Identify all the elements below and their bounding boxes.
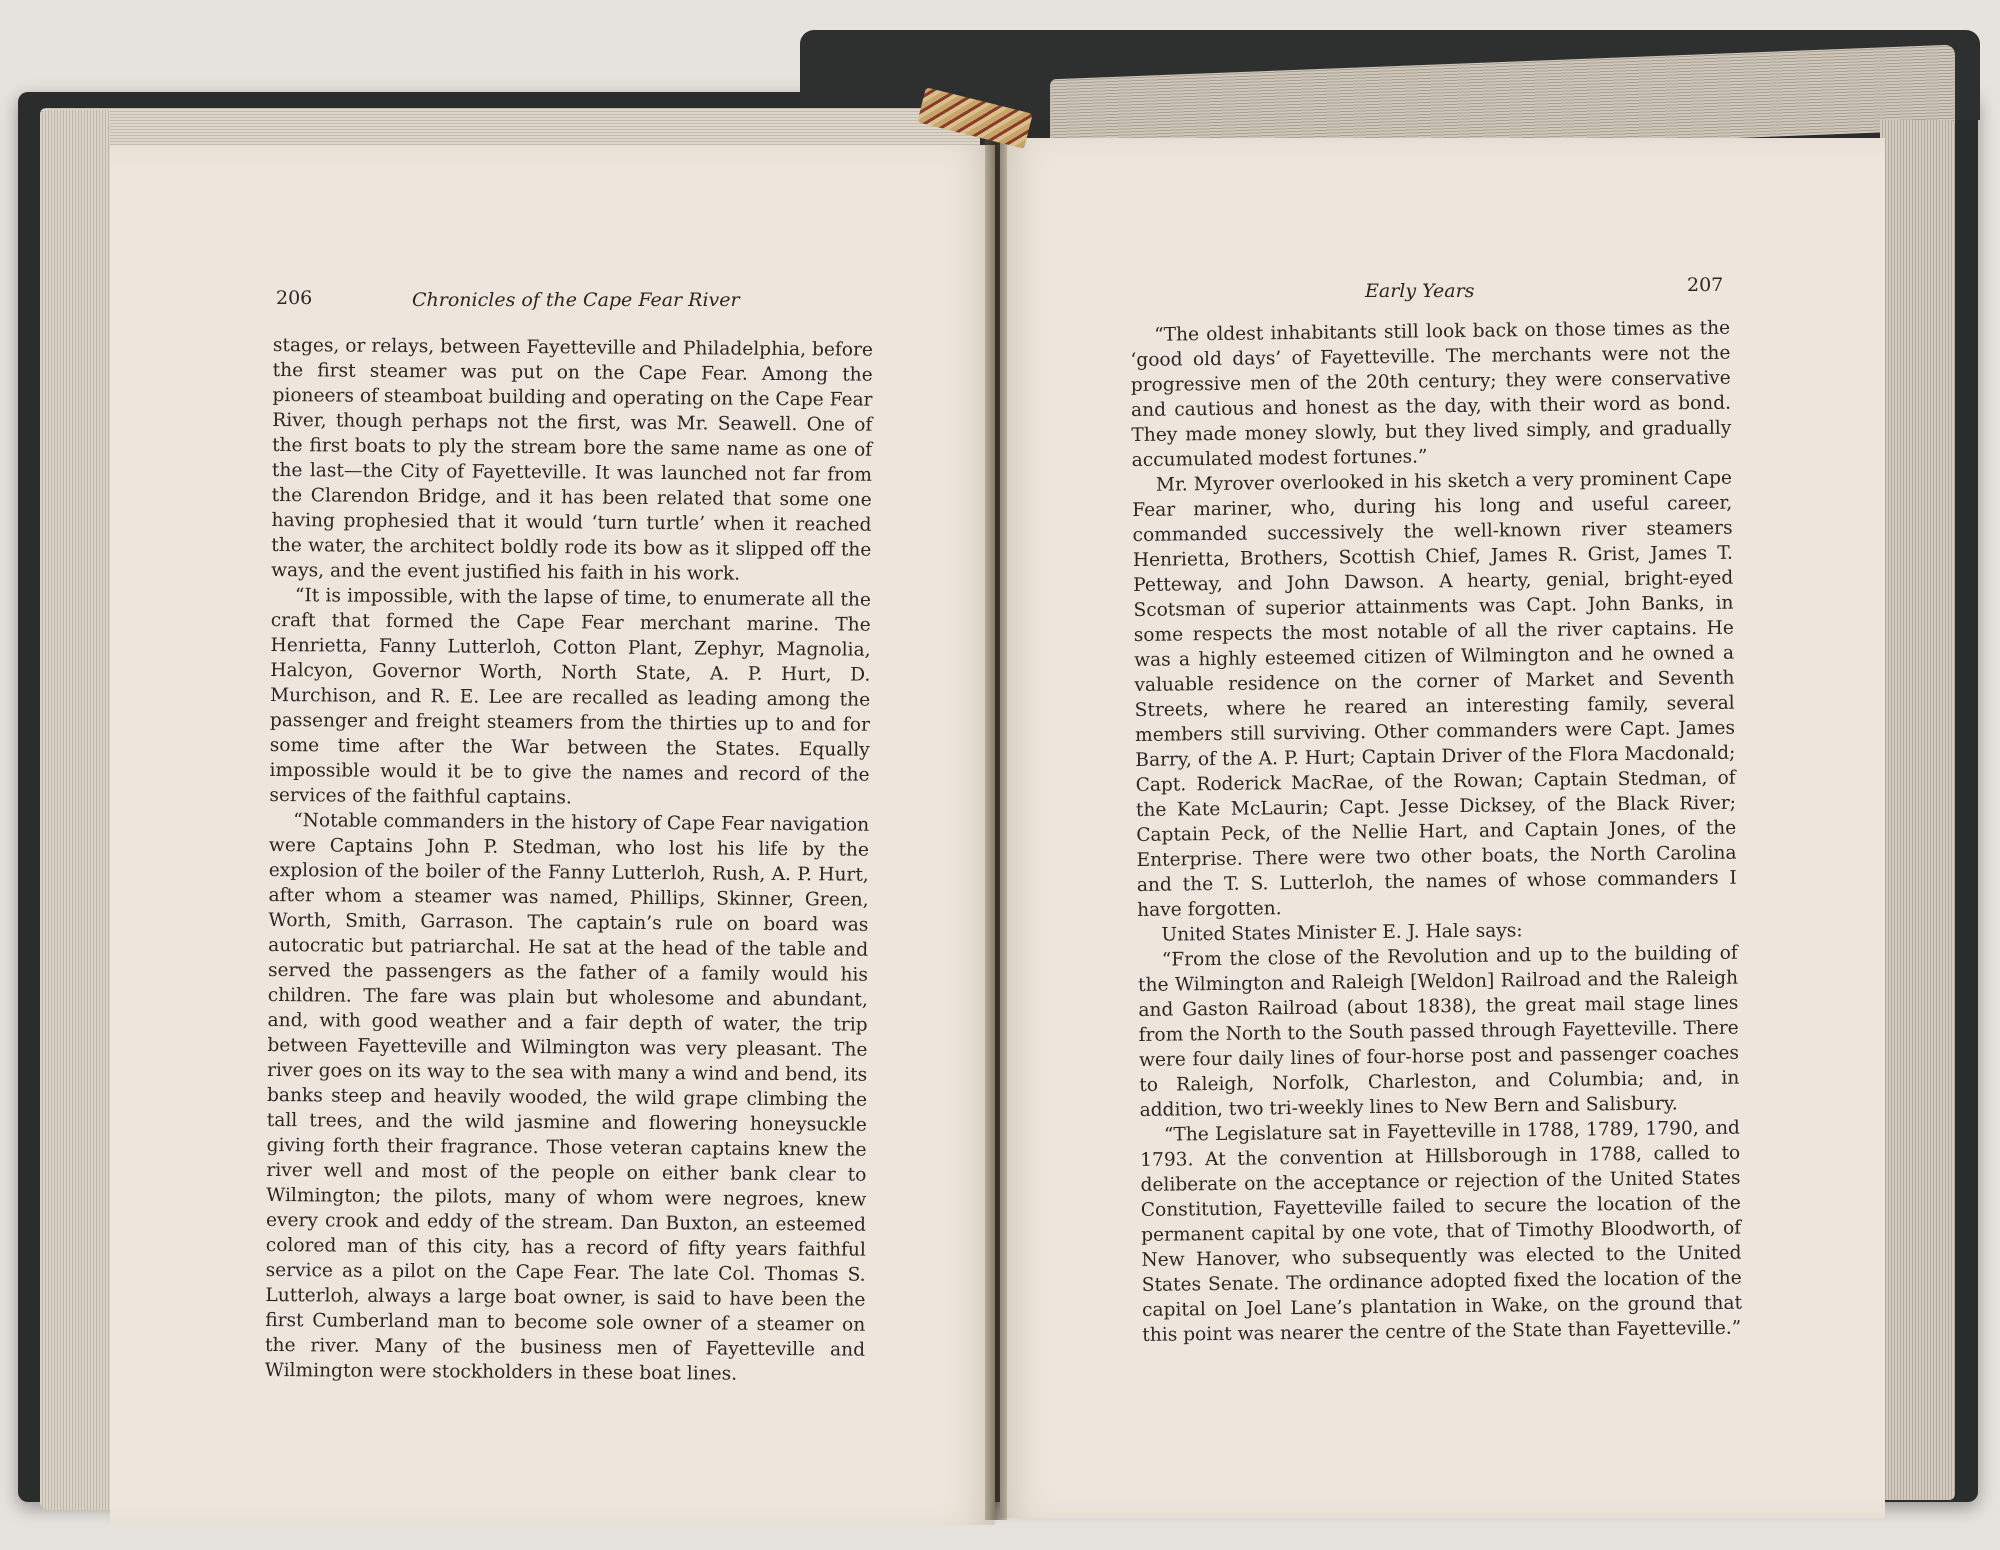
right-running-head: Early Years [1365, 280, 1475, 302]
paragraph: “It is impossible, with the lapse of time, to enumerate all the craft that formed the Cape Fear merchant marine. The Henrietta, Fanny Lutterloh, Cotton Plant, Zephyr, Magnolia, Halcyon, Governor Worth, North State, A. P. Hurt, D. Murchison, and R. E. Lee are recalled as leading among the passenger and freight steamers from the thirties up to and for some time after the War between the States. Equally impossible would it be to give the names and record of the services of the faithful captains. [269, 585, 872, 809]
paragraph: “Notable commanders in the history of Cape Fear navigation were Captains John P. Stedman, who lost his life by the explosion of the boiler of the Fanny Lutterloh, Rush, A. P. Hurt, after whom a steamer was named, Phillips, Skinner, Green, Worth, Smith, Garrason. The captain’s rule on board was autocratic but patriarchal. He sat at the head of the table and served the passengers as the father of a family would his children. The fare was plain but wholesome and abundant, and, with good weather and a fair depth of water, the trip between Fayetteville and Wilmington was very pleasant. The river goes on its way to the sea with many a wind and bend, its banks steep and heavily wooded, the wild grape climbing the tall trees, and the wild jasmine and flowering honeysuckle giving forth their fragrance. Those veteran captains knew the river well and most of the people on either bank clear to Wilmington; the pilots, many of whom were negroes, knew every crook and eddy of the stream. Dan Buxton, an esteemed colored man of this city, has a record of fifty years faithful service as a pilot on the Cape Fear. The late Col. Thomas S. Lutterloh, always a large boat owner, is said to have been the first Cumberland man to become sole owner of a steamer on the river. Many of the business men of Fayetteville and Wilmington were stockholders in these boat lines. [264, 810, 870, 1385]
left-page-text [265, 333, 873, 1388]
page-edges-left [40, 110, 110, 1510]
right-page-text [1130, 316, 1742, 1348]
book-gutter [985, 140, 1007, 1520]
paragraph: “The oldest inhabitants still look back on those times as the ‘good old days’ of Fayetteville. The merchants were not the progressive men of the 20th century; they were conservative and cautious and honest as the day, with their word as bond. They made money slowly, but they lived simply, and gradually accumulated modest fortunes.” [1130, 317, 1732, 471]
right-page-number: 207 [1687, 274, 1724, 296]
paragraph: United States Minister E. J. Hale says: [1161, 920, 1523, 946]
page-edges-right [1880, 120, 1955, 1500]
paragraph: “The Legislature sat in Fayetteville in 1788, 1789, 1790, and 1793. At the convention at Hillsborough in 1788, called to deliberate on the acceptance or rejection of the United States Constitution, Fayetteville failed to secure the location of the permanent capital by one vote, that of Timothy Bloodworth, of New Hanover, who subsequently was elected to the United States Senate. The ordinance adopted fixed the location of the capital on Joel Lane’s plantation in Wake, on the ground that this point was nearer the centre of the State than Fayetteville.” [1140, 1117, 1743, 1346]
paragraph: stages, or relays, between Fayetteville and Philadelphia, before the first steamer was put on the Cape Fear. Among the pioneers of steamboat building and operating on the Cape Fear River, though perhaps not the first, was Mr. Seawell. One of the first boats to ply the stream bore the same name as one of the last—the City of Fayetteville. It was launched not far from the Clarendon Bridge, and it has been related that some one having prophesied that it would ‘turn turtle’ when it reached the water, the architect boldly rode its bow as it slipped off the ways, and the event justified his faith in his work. [271, 334, 873, 585]
left-running-head: Chronicles of the Cape Fear River [412, 289, 740, 311]
paragraph: Mr. Myrover overlooked in his sketch a very prominent Cape Fear mariner, who, during his long and useful career, commanded successively the well-known river steamers Henrietta, Brothers, Scottish Chief, James R. Grist, James T. Petteway, and John Dawson. A hearty, genial, bright-eyed Scotsman of superior attainments was Capt. John Banks, in some respects the most notable of all the river captains. He was a highly esteemed citizen of Wilmington and he owned a valuable residence on the corner of Market and Seventh Streets, where he reared an interesting family, several members still surviving. Other commanders were Capt. James Barry, of the A. P. Hurt; Captain Driver of the Flora Macdonald; Capt. Roderick MacRae, of the Rowan; Captain Stedman, of the Kate McLaurin; Capt. Jesse Dicksey, of the Black River; Captain Peck, of the Nellie Hart, and Captain Jones, of the Enterprise. There were two other boats, the North Carolina and the T. S. Lutterloh, the names of whose commanders I have forgotten. [1132, 467, 1737, 921]
left-page-number: 206 [276, 287, 313, 309]
paragraph: “From the close of the Revolution and up to the building of the Wilmington and Raleigh [Weldon] Railroad and the Raleigh and Gaston Railroad (about 1838), the great mail stage lines from the North to the South passed through Fayetteville. There were four daily lines of four-horse post and passenger coaches to Raleigh, Norfolk, Charleston, and Columbia; and, in addition, two tri-weekly lines to New Bern and Salisbury. [1137, 942, 1740, 1121]
